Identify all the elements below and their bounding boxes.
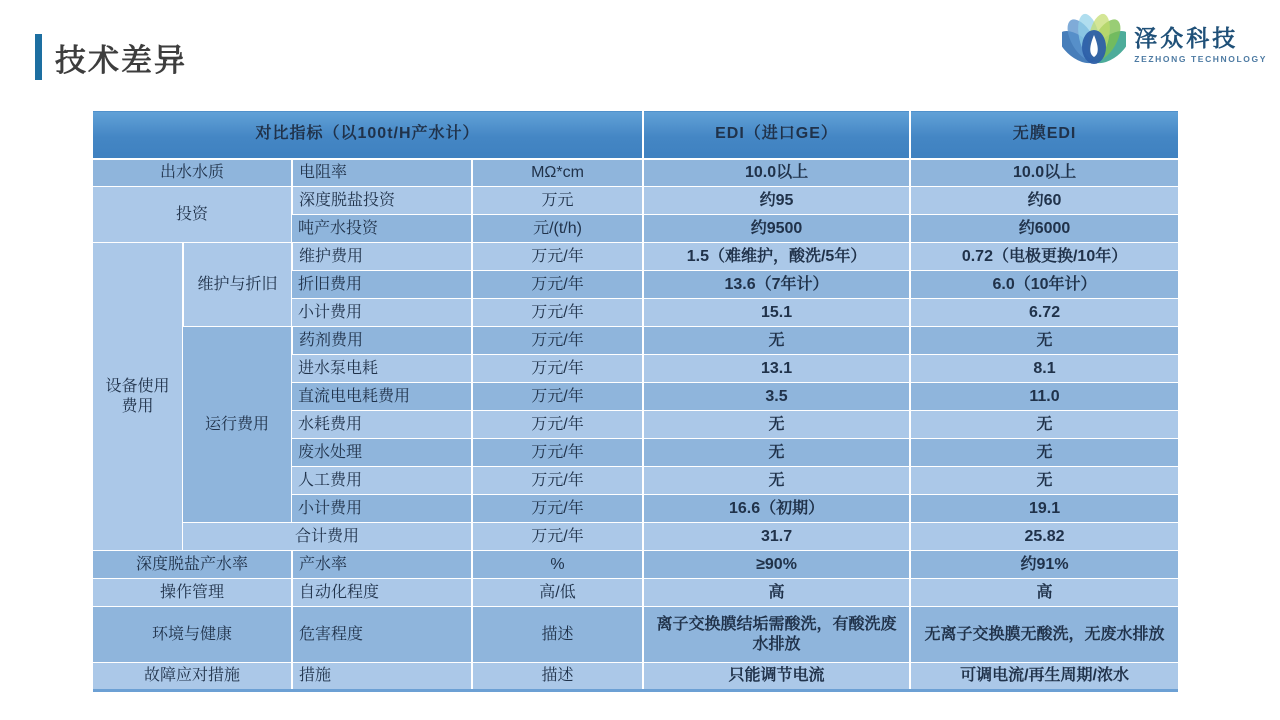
value-cell: 10.0以上	[910, 159, 1178, 187]
unit-cell: MΩ*cm	[472, 159, 643, 187]
unit-cell: 万元/年	[472, 411, 643, 439]
table-row	[93, 327, 1178, 355]
category-cell: 维护与折旧	[183, 243, 292, 327]
unit-cell: 万元/年	[472, 467, 643, 495]
unit-cell: 万元/年	[472, 243, 643, 271]
unit-cell: %	[472, 551, 643, 579]
unit-cell: 万元/年	[472, 327, 643, 355]
value-cell: 无	[910, 327, 1178, 355]
header-metrics: 对比指标（以100t/H产水计）	[93, 111, 643, 159]
value-cell: 无	[643, 327, 910, 355]
parameter-cell: 小计费用	[292, 495, 472, 523]
value-cell: 6.72	[910, 299, 1178, 327]
value-cell: 31.7	[643, 523, 910, 551]
value-cell: 可调电流/再生周期/浓水	[910, 663, 1178, 691]
value-cell: 25.82	[910, 523, 1178, 551]
value-cell: 15.1	[643, 299, 910, 327]
category-cell: 合计费用	[183, 523, 472, 551]
parameter-cell: 药剂费用	[292, 327, 472, 355]
category-cell: 故障应对措施	[93, 663, 292, 691]
value-cell: 无	[910, 439, 1178, 467]
parameter-cell: 电阻率	[292, 159, 472, 187]
parameter-cell: 危害程度	[292, 607, 472, 663]
value-cell: 离子交换膜结垢需酸洗，有酸洗废水排放	[643, 607, 910, 663]
category-cell: 环境与健康	[93, 607, 292, 663]
unit-cell: 高/低	[472, 579, 643, 607]
category-cell: 出水水质	[93, 159, 292, 187]
unit-cell: 万元/年	[472, 495, 643, 523]
value-cell: 10.0以上	[643, 159, 910, 187]
table-row	[93, 243, 1178, 271]
parameter-cell: 深度脱盐投资	[292, 187, 472, 215]
unit-cell: 万元	[472, 187, 643, 215]
value-cell: 高	[910, 579, 1178, 607]
unit-cell: 万元/年	[472, 439, 643, 467]
parameter-cell: 直流电电耗费用	[292, 383, 472, 411]
value-cell: 约91%	[910, 551, 1178, 579]
parameter-cell: 折旧费用	[292, 271, 472, 299]
value-cell: 只能调节电流	[643, 663, 910, 691]
header-membraneless-edi: 无膜EDI	[910, 111, 1178, 159]
table-row	[93, 579, 1178, 607]
unit-cell: 元/(t/h)	[472, 215, 643, 243]
unit-cell: 描述	[472, 663, 643, 691]
parameter-cell: 人工费用	[292, 467, 472, 495]
page-title: 技术差异	[55, 42, 187, 78]
title-accent-bar	[35, 34, 42, 80]
unit-cell: 万元/年	[472, 383, 643, 411]
category-cell: 操作管理	[93, 579, 292, 607]
parameter-cell: 水耗费用	[292, 411, 472, 439]
unit-cell: 万元/年	[472, 271, 643, 299]
logo-text	[1134, 26, 1267, 63]
table-body	[93, 159, 1178, 691]
value-cell: 约9500	[643, 215, 910, 243]
value-cell: 11.0	[910, 383, 1178, 411]
company-logo	[1062, 13, 1267, 77]
value-cell: 0.72（电极更换/10年）	[910, 243, 1178, 271]
unit-cell: 万元/年	[472, 523, 643, 551]
comparison-table	[93, 110, 1178, 692]
table-row	[93, 187, 1178, 215]
parameter-cell: 自动化程度	[292, 579, 472, 607]
parameter-cell: 进水泵电耗	[292, 355, 472, 383]
logo-subtitle: ZEZHONG TECHNOLOGY	[1134, 53, 1267, 64]
value-cell: 约60	[910, 187, 1178, 215]
category-cell: 运行费用	[183, 327, 292, 523]
value-cell: 16.6（初期）	[643, 495, 910, 523]
unit-cell: 万元/年	[472, 299, 643, 327]
value-cell: 无	[643, 467, 910, 495]
value-cell: 无	[643, 411, 910, 439]
value-cell: 3.5	[643, 383, 910, 411]
lotus-waterdrop-icon	[1062, 13, 1126, 77]
value-cell: 8.1	[910, 355, 1178, 383]
unit-cell: 万元/年	[472, 355, 643, 383]
value-cell: 无	[643, 439, 910, 467]
parameter-cell: 废水处理	[292, 439, 472, 467]
value-cell: 约6000	[910, 215, 1178, 243]
value-cell: 19.1	[910, 495, 1178, 523]
parameter-cell: 措施	[292, 663, 472, 691]
unit-cell: 描述	[472, 607, 643, 663]
value-cell: 高	[643, 579, 910, 607]
category-cell: 深度脱盐产水率	[93, 551, 292, 579]
parameter-cell: 产水率	[292, 551, 472, 579]
category-cell: 设备使用费用	[93, 243, 183, 551]
parameter-cell: 小计费用	[292, 299, 472, 327]
value-cell: 6.0（10年计）	[910, 271, 1178, 299]
value-cell: 无离子交换膜无酸洗，无废水排放	[910, 607, 1178, 663]
table-row	[93, 523, 1178, 551]
value-cell: ≥90%	[643, 551, 910, 579]
table-row	[93, 551, 1178, 579]
table-header-row	[93, 111, 1178, 159]
value-cell: 13.6（7年计）	[643, 271, 910, 299]
value-cell: 13.1	[643, 355, 910, 383]
value-cell: 无	[910, 467, 1178, 495]
value-cell: 约95	[643, 187, 910, 215]
table-row	[93, 159, 1178, 187]
table-row	[93, 607, 1178, 663]
value-cell: 1.5（难维护，酸洗/5年）	[643, 243, 910, 271]
logo-name: 泽众科技	[1134, 25, 1239, 52]
parameter-cell: 吨产水投资	[292, 215, 472, 243]
value-cell: 无	[910, 411, 1178, 439]
category-cell: 投资	[93, 187, 292, 243]
slide-header	[35, 34, 187, 80]
header-edi-ge: EDI（进口GE）	[643, 111, 910, 159]
table-row	[93, 663, 1178, 691]
parameter-cell: 维护费用	[292, 243, 472, 271]
